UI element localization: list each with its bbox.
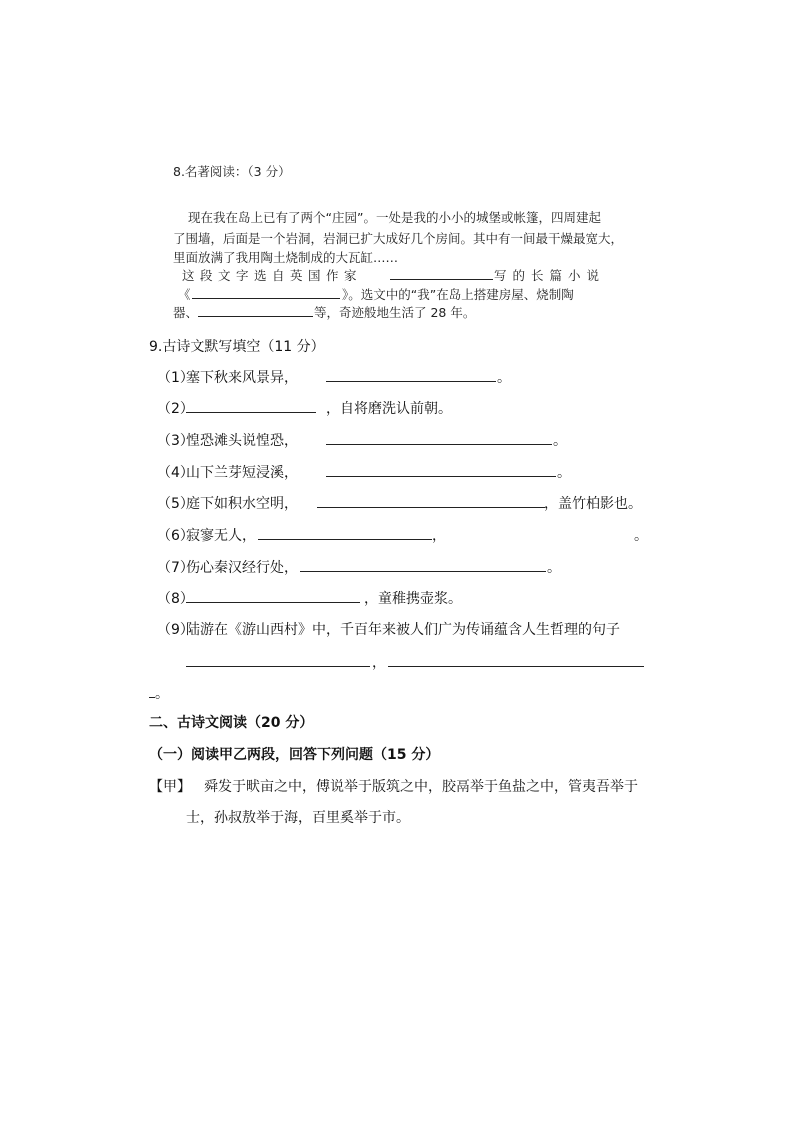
q8-activity-blank[interactable] (198, 316, 313, 317)
q9-item-4-blank[interactable] (326, 476, 556, 477)
q9-item-9-comma: ， (372, 655, 386, 671)
q9-item-1-blank[interactable] (326, 381, 496, 382)
q9-item-1-end: 。 (497, 370, 511, 386)
q9-item-3-text: 惶恐滩头说惶恐， (186, 433, 298, 449)
q9-item-4-end: 。 (557, 465, 571, 481)
passage-jia-label: 【甲】 (149, 779, 191, 795)
q9-item-7-text: 伤心秦汉经行处， (186, 560, 298, 576)
q8-question-line-1b: 写的长篇小说 (494, 268, 606, 283)
q9-item-5-text: 庭下如积水空明， (186, 496, 298, 512)
q9-item-9-number: （9） (157, 622, 194, 638)
q8-question-line-1a: 这段文字选自英国作家 (182, 268, 363, 283)
q8-title: 8.名著阅读：（3 分） (173, 164, 291, 179)
section-2-title: 二、古诗文阅读（20 分） (149, 715, 314, 731)
q9-item-7-end: 。 (547, 560, 561, 576)
q9-item-7-number: （7） (157, 560, 194, 576)
q9-title: 9.古诗文默写填空（11 分） (149, 339, 325, 355)
q8-book-title-blank[interactable] (192, 298, 340, 299)
q8-question-line-3a: 器、 (173, 305, 199, 320)
q8-question-line-2b: 》。选文中的“我”在岛上搭建房屋、烧制陶 (342, 287, 574, 302)
q8-passage-line-2: 了围墙，后面是一个岩洞，岩洞已扩大成好几个房间。其中有一间最干燥最宽大， (173, 231, 624, 246)
q9-item-6-blank-1[interactable] (258, 539, 432, 540)
q9-item-2-blank[interactable] (186, 412, 316, 413)
q9-item-5-blank[interactable] (317, 507, 545, 508)
q9-item-6-text: 寂寥无人， (186, 528, 256, 544)
passage-jia-line-1: 舜发于畎亩之中，傅说举于版筑之中，胶鬲举于鱼盐之中，管夷吾举于 (204, 779, 638, 795)
q9-item-4-number: （4） (157, 465, 194, 481)
q8-question-line-2a: 《 (178, 287, 191, 302)
q9-item-9-blank-2[interactable] (388, 666, 644, 667)
q9-item-2-text: ，自将磨洗认前朝。 (326, 401, 452, 417)
q8-passage-line-1: 现在我在岛上已有了两个“庄园”。一处是我的小小的城堡或帐篷，四周建起 (188, 210, 601, 225)
q9-item-5-number: （5） (157, 496, 194, 512)
q9-item-6-comma: ， (432, 528, 446, 544)
q9-item-6-end: 。 (634, 528, 648, 544)
q9-item-9-text: 陆游在《游山西村》中，千百年来被人们广为传诵蕴含人生哲理的句子 (186, 622, 620, 638)
q9-item-3-blank[interactable] (326, 444, 552, 445)
q9-item-3-number: （3） (157, 433, 194, 449)
q8-passage-line-3: 里面放满了我用陶土烧制成的大瓦缸…… (173, 250, 399, 265)
q9-item-8-text: ，童稚携壶浆。 (364, 591, 462, 607)
q9-item-1-text: 塞下秋来风景异， (186, 370, 298, 386)
q9-item-8-blank[interactable] (186, 602, 360, 603)
q9-item-2-number: （2） (157, 401, 194, 417)
q9-item-5-end: ，盖竹柏影也。 (544, 496, 642, 512)
q9-item-9-blank-1[interactable] (186, 666, 370, 667)
passage-jia-line-2: 士，孙叔敖举于海，百里奚举于市。 (186, 810, 410, 826)
q9-item-7-blank[interactable] (300, 571, 546, 572)
q9-item-4-text: 山下兰芽短浸溪， (186, 465, 298, 481)
q9-item-9-end: 。 (155, 686, 169, 702)
q9-item-1-number: （1） (157, 370, 194, 386)
q9-item-8-number: （8） (157, 591, 194, 607)
q9-item-3-end: 。 (553, 433, 567, 449)
section-2-subtitle: （一）阅读甲乙两段，回答下列问题（15 分） (149, 747, 440, 763)
q8-question-line-3b: 等，奇迹般地生活了 28 年。 (314, 305, 476, 320)
q9-item-6-number: （6） (157, 528, 194, 544)
q8-author-blank[interactable] (390, 279, 493, 280)
